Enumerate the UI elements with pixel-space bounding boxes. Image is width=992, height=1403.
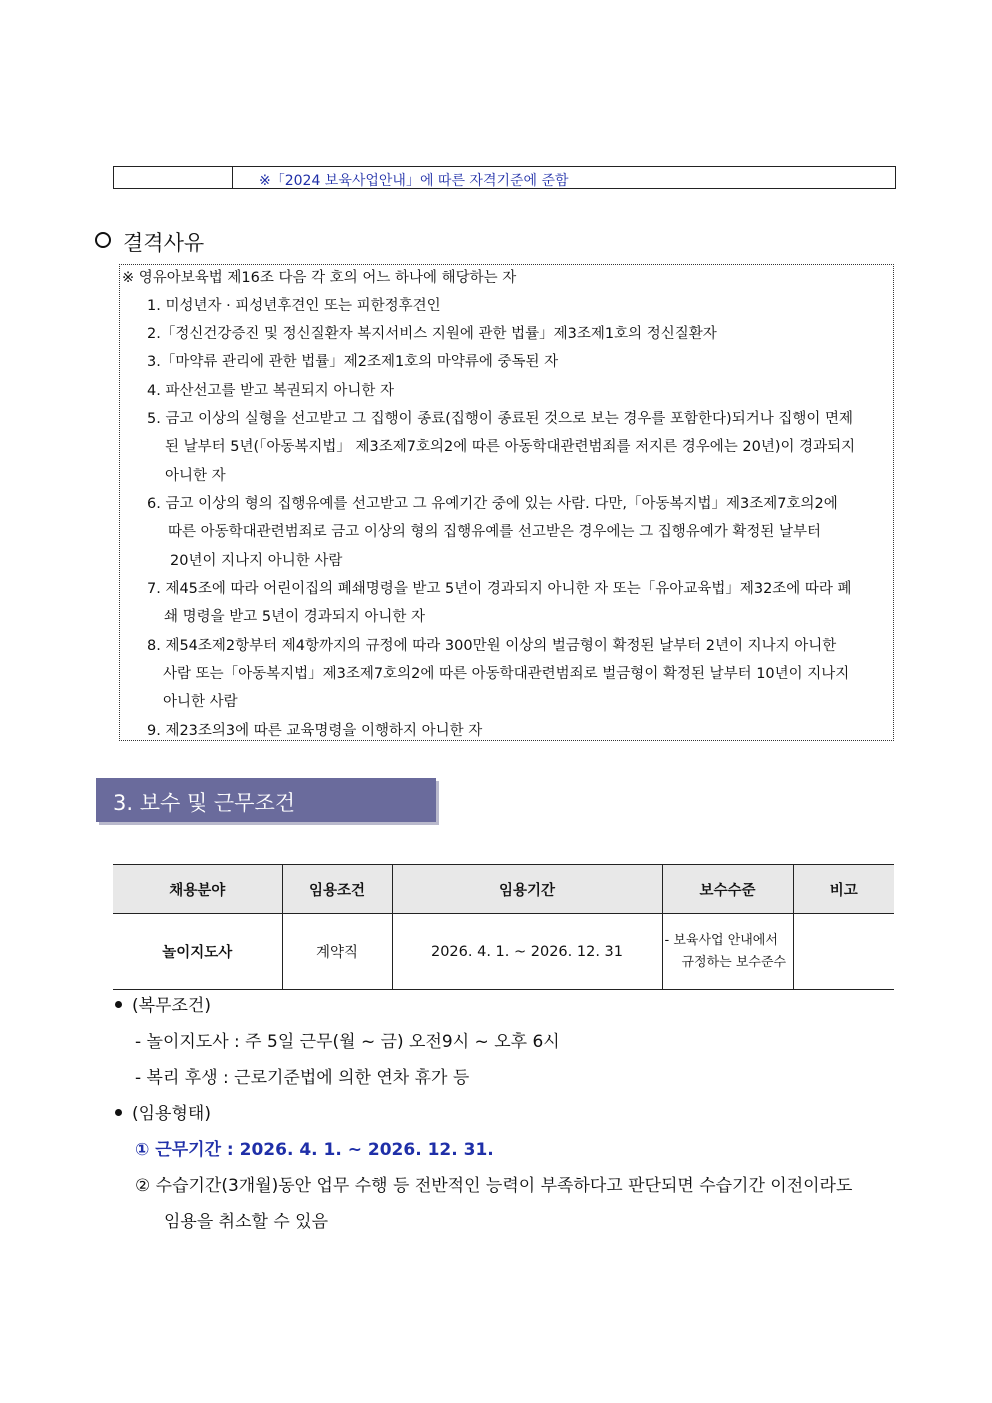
qualification-table-fragment bbox=[113, 166, 896, 189]
disqualification-item: 2.「정신건강증진 및 정신질환자 복지서비스 지원에 관한 법률」제3조제1호의 정신질환자 bbox=[147, 326, 717, 342]
disqualification-item: 4. 파산선고를 받고 복권되지 아니한 자 bbox=[147, 383, 394, 399]
work-period: ① 근무기간 : 2026. 4. 1. ~ 2026. 12. 31. bbox=[135, 1140, 494, 1160]
disqualification-item: 3.「마약류 관리에 관한 법률」제2조제1호의 마약류에 중독된 자 bbox=[147, 354, 559, 370]
disqualification-intro: ※ 영유아보육법 제16조 다음 각 호의 어느 하나에 해당하는 자 bbox=[122, 270, 517, 286]
table-row bbox=[113, 914, 894, 990]
header-condition: 임용조건 bbox=[282, 865, 392, 914]
disqualification-box bbox=[119, 264, 894, 741]
duty-item: - 놀이지도사 : 주 5일 근무(월 ~ 금) 오전9시 ~ 오후 6시 bbox=[135, 1032, 560, 1052]
disqualification-item-cont: 사람 또는「아동복지법」제3조제7호의2에 따른 아동학대관련범죄로 벌금형이 확정된 날부터 10년이 지나지 bbox=[163, 666, 850, 682]
disqualification-item-cont: 쇄 명령을 받고 5년이 경과되지 아니한 자 bbox=[164, 609, 425, 625]
qualification-note: ※「2024 보육사업안내」에 따른 자격기준에 준함 bbox=[259, 173, 569, 189]
disqualification-item: 5. 금고 이상의 실형을 선고받고 그 집행이 종료(집행이 종료된 것으로 보는 경우를 포함한다)되거나 집행이 면제 bbox=[147, 411, 853, 427]
section-title: 3. 보수 및 근무조건 bbox=[113, 791, 296, 815]
disqualification-item: 9. 제23조의3에 따른 교육명령을 이행하지 아니한 자 bbox=[147, 723, 483, 739]
disqualification-item-cont: 20년이 지나지 아니한 사람 bbox=[170, 553, 343, 569]
duty-conditions-title: (복무조건) bbox=[115, 991, 211, 1016]
header-pay: 보수수준 bbox=[662, 865, 793, 914]
disqualification-item-cont: 된 날부터 5년(「아동복지법」 제3조제7호의2에 따른 아동학대관련범죄를 저지른 경우에는 20년)이 경과되지 bbox=[165, 439, 856, 455]
section-banner bbox=[96, 778, 436, 822]
bullet-icon bbox=[115, 1001, 122, 1008]
disqualification-item: 8. 제54조제2항부터 제4항까지의 규정에 따라 300만원 이상의 벌금형이 확정된 날부터 2년이 지나지 아니한 bbox=[147, 638, 837, 654]
cell-note bbox=[793, 914, 894, 990]
employment-type-title: (임용형태) bbox=[115, 1099, 211, 1124]
pay-line-1: - 보육사업 안내에서 bbox=[664, 932, 778, 948]
probation-note: ② 수습기간(3개월)동안 업무 수행 등 전반적인 능력이 부족하다고 판단되면 수습기간 이전이라도 bbox=[135, 1176, 853, 1196]
probation-note-cont: 임용을 취소할 수 있음 bbox=[164, 1212, 329, 1232]
header-field: 채용분야 bbox=[113, 865, 282, 914]
header-period: 임용기간 bbox=[392, 865, 662, 914]
disqualification-item: 7. 제45조에 따라 어린이집의 폐쇄명령을 받고 5년이 경과되지 아니한 자 또는「유아교육법」제32조에 따라 폐 bbox=[147, 581, 852, 597]
disqualification-item: 1. 미성년자 · 피성년후견인 또는 피한정후견인 bbox=[147, 298, 441, 314]
cell-pay bbox=[662, 914, 793, 990]
cell-period: 2026. 4. 1. ~ 2026. 12. 31 bbox=[392, 914, 662, 990]
cell-field: 놀이지도사 bbox=[113, 914, 282, 990]
table-header-row bbox=[113, 865, 894, 914]
cell-condition: 계약직 bbox=[282, 914, 392, 990]
pay-line-2: 규정하는 보수준수 bbox=[681, 954, 787, 970]
disqualification-item-cont: 아니한 자 bbox=[165, 468, 226, 484]
duty-item: - 복리 후생 : 근로기준법에 의한 연차 휴가 등 bbox=[135, 1068, 470, 1088]
disqualification-item: 6. 금고 이상의 형의 집행유예를 선고받고 그 유예기간 중에 있는 사람. 다만,「아동복지법」제3조제7호의2에 bbox=[147, 496, 838, 512]
recruitment-table bbox=[113, 864, 894, 990]
circle-bullet-icon bbox=[95, 232, 111, 248]
header-note: 비고 bbox=[793, 865, 894, 914]
bullet-icon bbox=[115, 1109, 122, 1116]
disqualification-heading: 결격사유 bbox=[95, 227, 204, 257]
disqualification-item-cont: 따른 아동학대관련범죄로 금고 이상의 형의 집행유예를 선고받은 경우에는 그 집행유예가 확정된 날부터 bbox=[168, 524, 821, 540]
table-divider bbox=[232, 167, 233, 188]
disqualification-item-cont: 아니한 사람 bbox=[163, 694, 238, 710]
